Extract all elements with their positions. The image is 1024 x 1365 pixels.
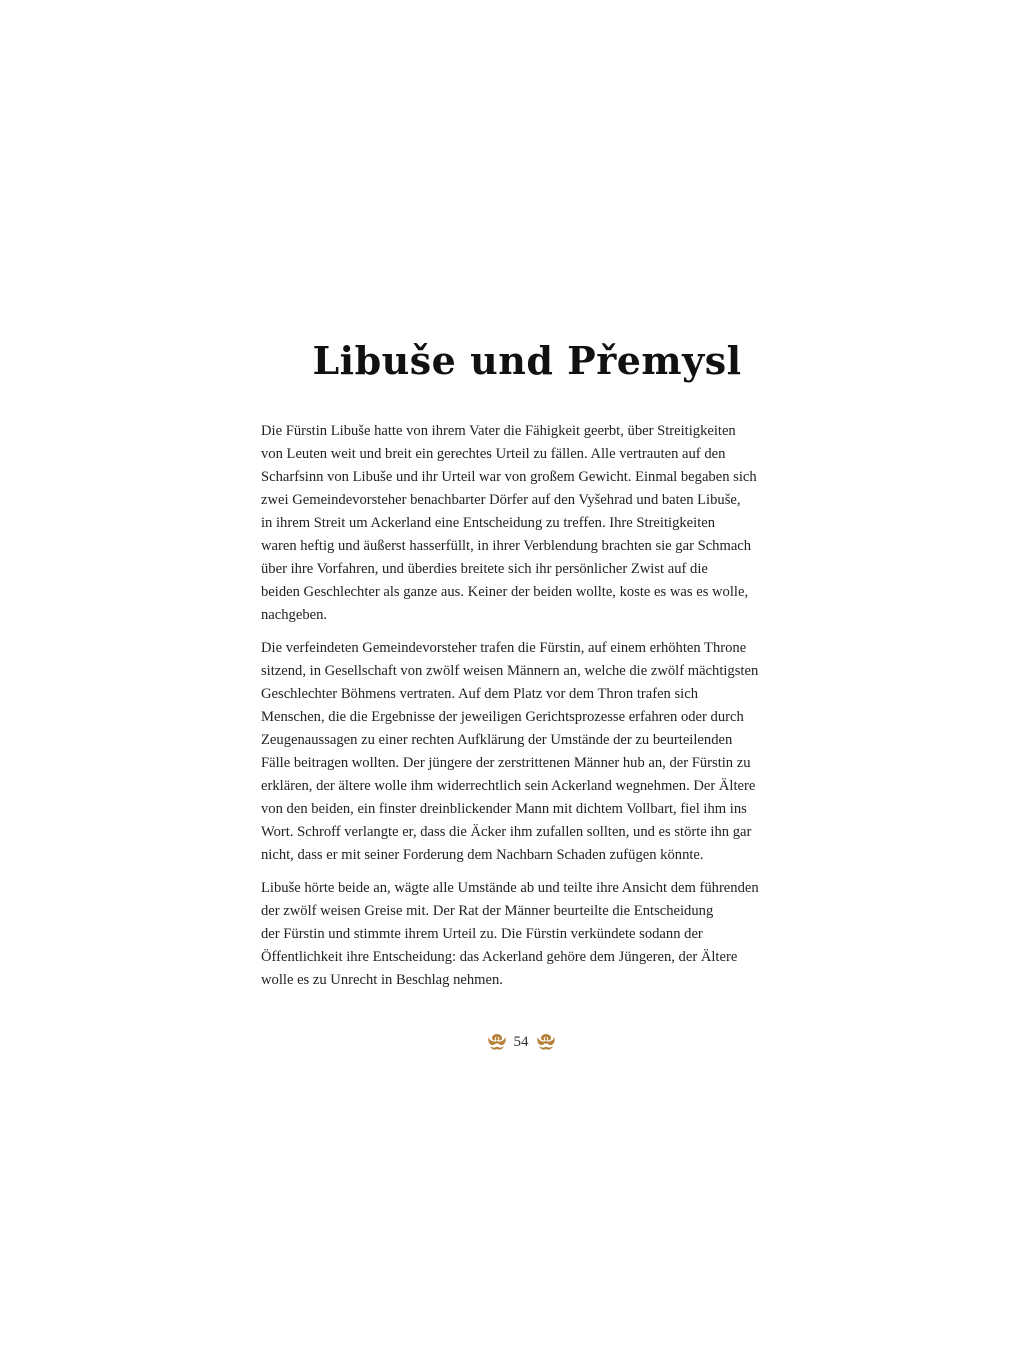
chapter-title: Libuše und Přemysl (312, 338, 742, 383)
text-line: sitzend, in Gesellschaft von zwölf weisen Männern an, welche die zwölf mächtigsten (261, 663, 759, 679)
text-line: nicht, dass er mit seiner Forderung dem Nachbarn Schaden zufügen könnte. (261, 847, 704, 863)
text-line: zwei Gemeindevorsteher benachbarter Dörfer auf den Vyšehrad und baten Libuše, (261, 492, 741, 508)
paragraph-gap (261, 627, 801, 637)
floral-ornament-icon (535, 1032, 557, 1052)
text-line: Menschen, die die Ergebnisse der jeweiligen Gerichtsprozesse erfahren oder durch (261, 709, 744, 725)
text-line: Geschlechter Böhmens vertraten. Auf dem Platz vor dem Thron trafen sich (261, 686, 698, 702)
text-line: nachgeben. (261, 607, 328, 623)
text-line: Öffentlichkeit ihre Entscheidung: das Ackerland gehöre dem Jüngeren, der Ältere (261, 949, 738, 965)
paragraph (261, 637, 801, 867)
text-line: der zwölf weisen Greise mit. Der Rat der Männer beurteilte die Entscheidung (261, 903, 714, 919)
text-line: waren heftig und äußerst hasserfüllt, in ihrer Verblendung brachten sie gar Schmach (261, 538, 752, 554)
text-line: Wort. Schroff verlangte er, dass die Äcker ihm zufallen sollten, und es störte ihn gar (261, 824, 752, 840)
text-line: Zeugenaussagen zu einer rechten Aufklärung der Umstände der zu beurteilenden (261, 732, 733, 748)
text-line: in ihrem Streit um Ackerland eine Entscheidung zu treffen. Ihre Streitigkeiten (261, 515, 716, 531)
page-number: 54 (513, 1033, 529, 1050)
text-line: von Leuten weit und breit ein gerechtes Urteil zu fällen. Alle vertrauten auf den (261, 446, 726, 462)
text-line: wolle es zu Unrecht in Beschlag nehmen. (261, 972, 503, 988)
text-line: Scharfsinn von Libuše und ihr Urteil war von großem Gewicht. Einmal begaben sich (261, 469, 757, 485)
text-line: Die Fürstin Libuše hatte von ihrem Vater die Fähigkeit geerbt, über Streitigkeiten (261, 423, 736, 439)
floral-ornament-icon (486, 1032, 508, 1052)
page-footer (0, 1032, 1024, 1052)
text-line: Libuše hörte beide an, wägte alle Umstände ab und teilte ihre Ansicht dem führenden (261, 880, 759, 896)
paragraph-gap (261, 867, 801, 877)
paragraph (261, 420, 801, 627)
text-line: der Fürstin und stimmte ihrem Urteil zu. Die Fürstin verkündete sodann der (261, 926, 703, 942)
paragraph (261, 877, 801, 992)
text-line: Die verfeindeten Gemeindevorsteher trafen die Fürstin, auf einem erhöhten Throne (261, 640, 747, 656)
text-line: erklären, der ältere wolle ihm widerrechtlich sein Ackerland wegnehmen. Der Ältere (261, 778, 756, 794)
text-line: beiden Geschlechter als ganze aus. Keiner der beiden wollte, koste es was es wolle, (261, 584, 749, 600)
body-text (261, 420, 801, 992)
text-line: über ihre Vorfahren, und überdies breitete sich ihr persönlicher Zwist auf die (261, 561, 708, 577)
text-line: Fälle beitragen wollten. Der jüngere der zerstrittenen Männer hub an, der Fürstin zu (261, 755, 751, 771)
text-line: von den beiden, ein finster dreinblickender Mann mit dichtem Vollbart, fiel ihm ins (261, 801, 747, 817)
